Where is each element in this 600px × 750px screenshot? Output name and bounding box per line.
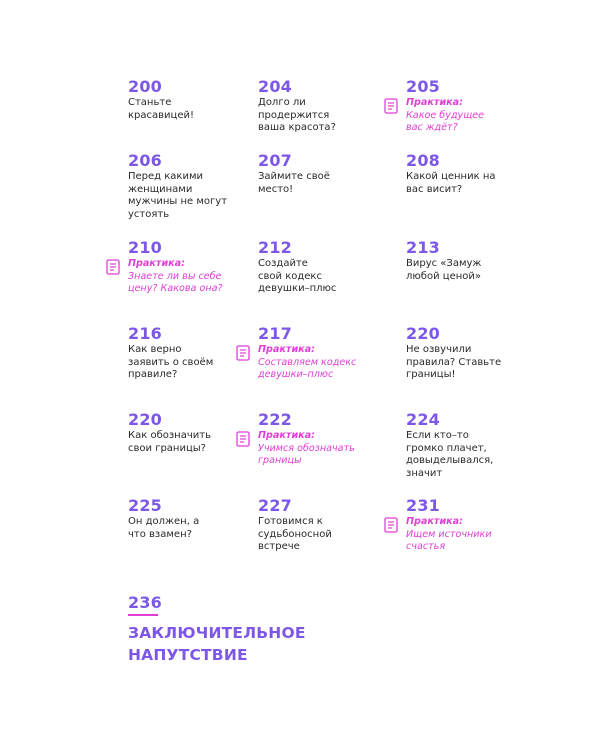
document-list-icon: [236, 345, 250, 361]
practice-label: Практика:: [258, 344, 315, 355]
entry-title: Перед какими женщинами мужчины не могут устоять: [128, 171, 228, 220]
entry-title: Ищем источники счастья: [406, 528, 492, 552]
toc-entry: [406, 325, 546, 411]
entry-title: Не озвучили правила? Ставьте границы!: [406, 344, 502, 380]
page-number: 204: [258, 77, 292, 96]
toc-entry: [406, 411, 546, 497]
entry-title: Он должен, а что взамен?: [128, 516, 200, 540]
document-list-icon: [106, 259, 120, 275]
toc-entry: [258, 497, 406, 577]
toc-entry: [258, 152, 406, 239]
toc-entry-practice: [406, 497, 546, 577]
entry-title: Знаете ли вы себе цену? Какова она?: [128, 270, 223, 294]
entry-title: Станьте красавицей!: [128, 97, 195, 121]
toc-entry: [128, 411, 258, 497]
entry-title: Как обозначить свои границы?: [128, 430, 211, 454]
toc-entry-practice: [128, 239, 258, 325]
toc-entry: [128, 78, 258, 152]
toc-entry: [128, 152, 258, 239]
toc-entry: [258, 78, 406, 152]
toc-entry: [406, 152, 546, 239]
page-number: 225: [128, 496, 162, 515]
page-number: 205: [406, 77, 440, 96]
entry-title: Создайте свой кодекс девушки–плюс: [258, 258, 337, 294]
document-list-icon: [384, 98, 398, 114]
practice-label: Практика:: [406, 516, 463, 527]
page-number: 208: [406, 151, 440, 170]
final-title: ЗАКЛЮЧИТЕЛЬНОЕ НАПУТСТВИЕ: [128, 624, 306, 664]
practice-label: Практика:: [406, 97, 463, 108]
entry-title: Вирус «Замуж любой ценой»: [406, 258, 482, 282]
page-number: 220: [406, 324, 440, 343]
entry-title: Готовимся к судьбоносной встрече: [258, 516, 332, 552]
document-list-icon: [236, 431, 250, 447]
page-number: 220: [128, 410, 162, 429]
document-list-icon: [384, 517, 398, 533]
page-number: 212: [258, 238, 292, 257]
entry-title: Учимся обозначать границы: [258, 442, 355, 466]
page-number: 224: [406, 410, 440, 429]
page-number: 222: [258, 410, 292, 429]
toc-entry: [406, 239, 546, 325]
page-number: 206: [128, 151, 162, 170]
page-number: 213: [406, 238, 440, 257]
entry-title: Какой ценник на вас висит?: [406, 171, 496, 195]
entry-title: Если кто–то громко плачет, довыделывался, значит: [406, 430, 494, 479]
page-number: 216: [128, 324, 162, 343]
entry-title: Долго ли продержится ваша красота?: [258, 97, 336, 133]
accent-underline: [128, 614, 158, 616]
table-of-contents: [128, 78, 546, 577]
toc-entry: [258, 239, 406, 325]
entry-title: Составляем кодекс девушки–плюс: [258, 356, 357, 380]
page-number: 210: [128, 238, 162, 257]
final-entry: [128, 594, 306, 666]
toc-entry-practice: [258, 411, 406, 497]
toc-entry-practice: [258, 325, 406, 411]
page-number: 200: [128, 77, 162, 96]
toc-entry: [128, 497, 258, 577]
toc-entry: [128, 325, 258, 411]
page-number: 207: [258, 151, 292, 170]
practice-label: Практика:: [258, 430, 315, 441]
page-number: 236: [128, 593, 162, 612]
page-number: 217: [258, 324, 292, 343]
page-number: 227: [258, 496, 292, 515]
page-number: 231: [406, 496, 440, 515]
entry-title: Как верно заявить о своём правиле?: [128, 344, 214, 380]
entry-title: Займите своё место!: [258, 171, 330, 195]
entry-title: Какое будущее вас ждёт?: [406, 109, 485, 133]
toc-entry-practice: [406, 78, 546, 152]
practice-label: Практика:: [128, 258, 185, 269]
